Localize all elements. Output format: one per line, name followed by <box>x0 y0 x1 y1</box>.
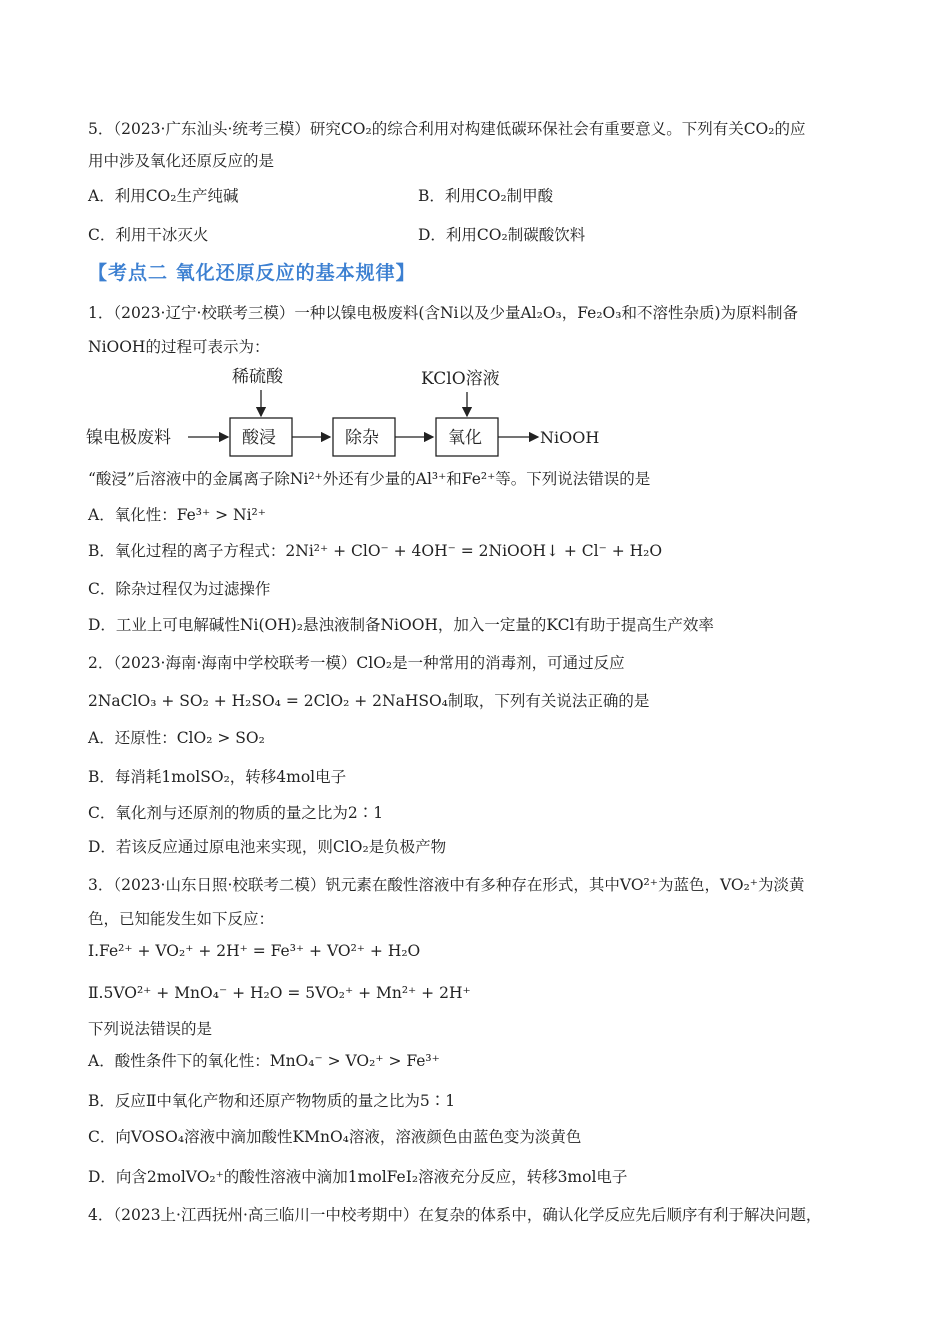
flow-reagent-1: 稀硫酸 <box>232 367 283 387</box>
q3-reaction-2: Ⅱ.5VO²⁺ + MnO₄⁻ + H₂O = 5VO₂⁺ + Mn²⁺ + 2H⁺ <box>88 984 471 1002</box>
q2-stem-line1: 2．（2023·海南·海南中学校联考一模）ClO₂是一种常用的消毒剂，可通过反应 <box>88 654 625 672</box>
q3-option-a: A．酸性条件下的氧化性：MnO₄⁻ > VO₂⁺ > Fe³⁺ <box>88 1052 440 1070</box>
q4-stem-line1: 4．（2023上·江西抚州·高三临川一中校考期中）在复杂的体系中，确认化学反应先后顺序有利于解决问题， <box>88 1206 822 1224</box>
flow-reagent-2: KClO溶液 <box>421 369 500 389</box>
flow-box-3-label: 氧化 <box>448 428 482 448</box>
q2-option-c: C．氧化剂与还原剂的物质的量之比为2∶1 <box>88 804 384 822</box>
q5-option-c: C．利用干冰灭火 <box>88 226 209 244</box>
q3-stem-line2: 色，已知能发生如下反应： <box>88 910 275 928</box>
section-heading: 【考点二 氧化还原反应的基本规律】 <box>88 262 416 284</box>
q1-option-d: D．工业上可电解碱性Ni(OH)₂悬浊液制备NiOOH，加入一定量的KCl有助于提高生产效率 <box>88 616 714 634</box>
flow-start: 镍电极废料 <box>86 428 171 448</box>
q5-option-b: B．利用CO₂制甲酸 <box>418 187 554 205</box>
flow-box-1-label: 酸浸 <box>242 428 276 448</box>
q3-option-d: D．向含2molVO₂⁺的酸性溶液中滴加1molFeI₂溶液充分反应，转移3mol电子 <box>88 1168 628 1186</box>
q3-stem-line1: 3．（2023·山东日照·校联考二模）钒元素在酸性溶液中有多种存在形式，其中VO²⁺为蓝色，VO₂⁺为淡黄 <box>88 876 805 894</box>
q3-reaction-1: Ⅰ.Fe²⁺ + VO₂⁺ + 2H⁺ = Fe³⁺ + VO²⁺ + H₂O <box>88 942 421 960</box>
q2-option-a: A．还原性：ClO₂ > SO₂ <box>88 729 265 747</box>
q1-stem-line1: 1．（2023·辽宁·校联考三模）一种以镍电极废料(含Ni以及少量Al₂O₃，Fe₂O₃和不溶性杂质)为原料制备 <box>88 304 799 322</box>
q3-option-c: C．向VOSO₄溶液中滴加酸性KMnO₄溶液，溶液颜色由蓝色变为淡黄色 <box>88 1128 582 1146</box>
flow-product: NiOOH <box>540 428 600 447</box>
q5-option-a: A．利用CO₂生产纯碱 <box>88 187 239 205</box>
q1-flow-diagram <box>80 360 640 470</box>
q1-option-b: B．氧化过程的离子方程式：2Ni²⁺ + ClO⁻ + 4OH⁻ = 2NiOOH↓ + Cl⁻ + H₂O <box>88 542 663 560</box>
q2-stem-line2: 2NaClO₃ + SO₂ + H₂SO₄ = 2ClO₂ + 2NaHSO₄制取，下列有关说法正确的是 <box>88 692 650 710</box>
q2-option-b: B．每消耗1molSO₂，转移4mol电子 <box>88 768 347 786</box>
q5-stem-line1: 5．（2023·广东汕头·统考三模）研究CO₂的综合利用对构建低碳环保社会有重要意义。下列有关CO₂的应 <box>88 120 806 138</box>
q1-option-a: A．氧化性：Fe³⁺ > Ni²⁺ <box>88 506 266 524</box>
q5-option-d: D．利用CO₂制碳酸饮料 <box>418 226 586 244</box>
q1-option-c: C．除杂过程仅为过滤操作 <box>88 580 271 598</box>
q5-stem-line2: 用中涉及氧化还原反应的是 <box>88 152 275 170</box>
q3-option-b: B．反应Ⅱ中氧化产物和还原产物物质的量之比为5∶1 <box>88 1092 456 1110</box>
flow-box-2-label: 除杂 <box>345 428 379 448</box>
q1-stem-line3: “酸浸”后溶液中的金属离子除Ni²⁺外还有少量的Al³⁺和Fe²⁺等。下列说法错误的是 <box>88 470 651 488</box>
q2-option-d: D．若该反应通过原电池来实现，则ClO₂是负极产物 <box>88 838 447 856</box>
q1-stem-line2: NiOOH的过程可表示为： <box>88 338 270 356</box>
q3-stem-line3: 下列说法错误的是 <box>88 1020 213 1038</box>
